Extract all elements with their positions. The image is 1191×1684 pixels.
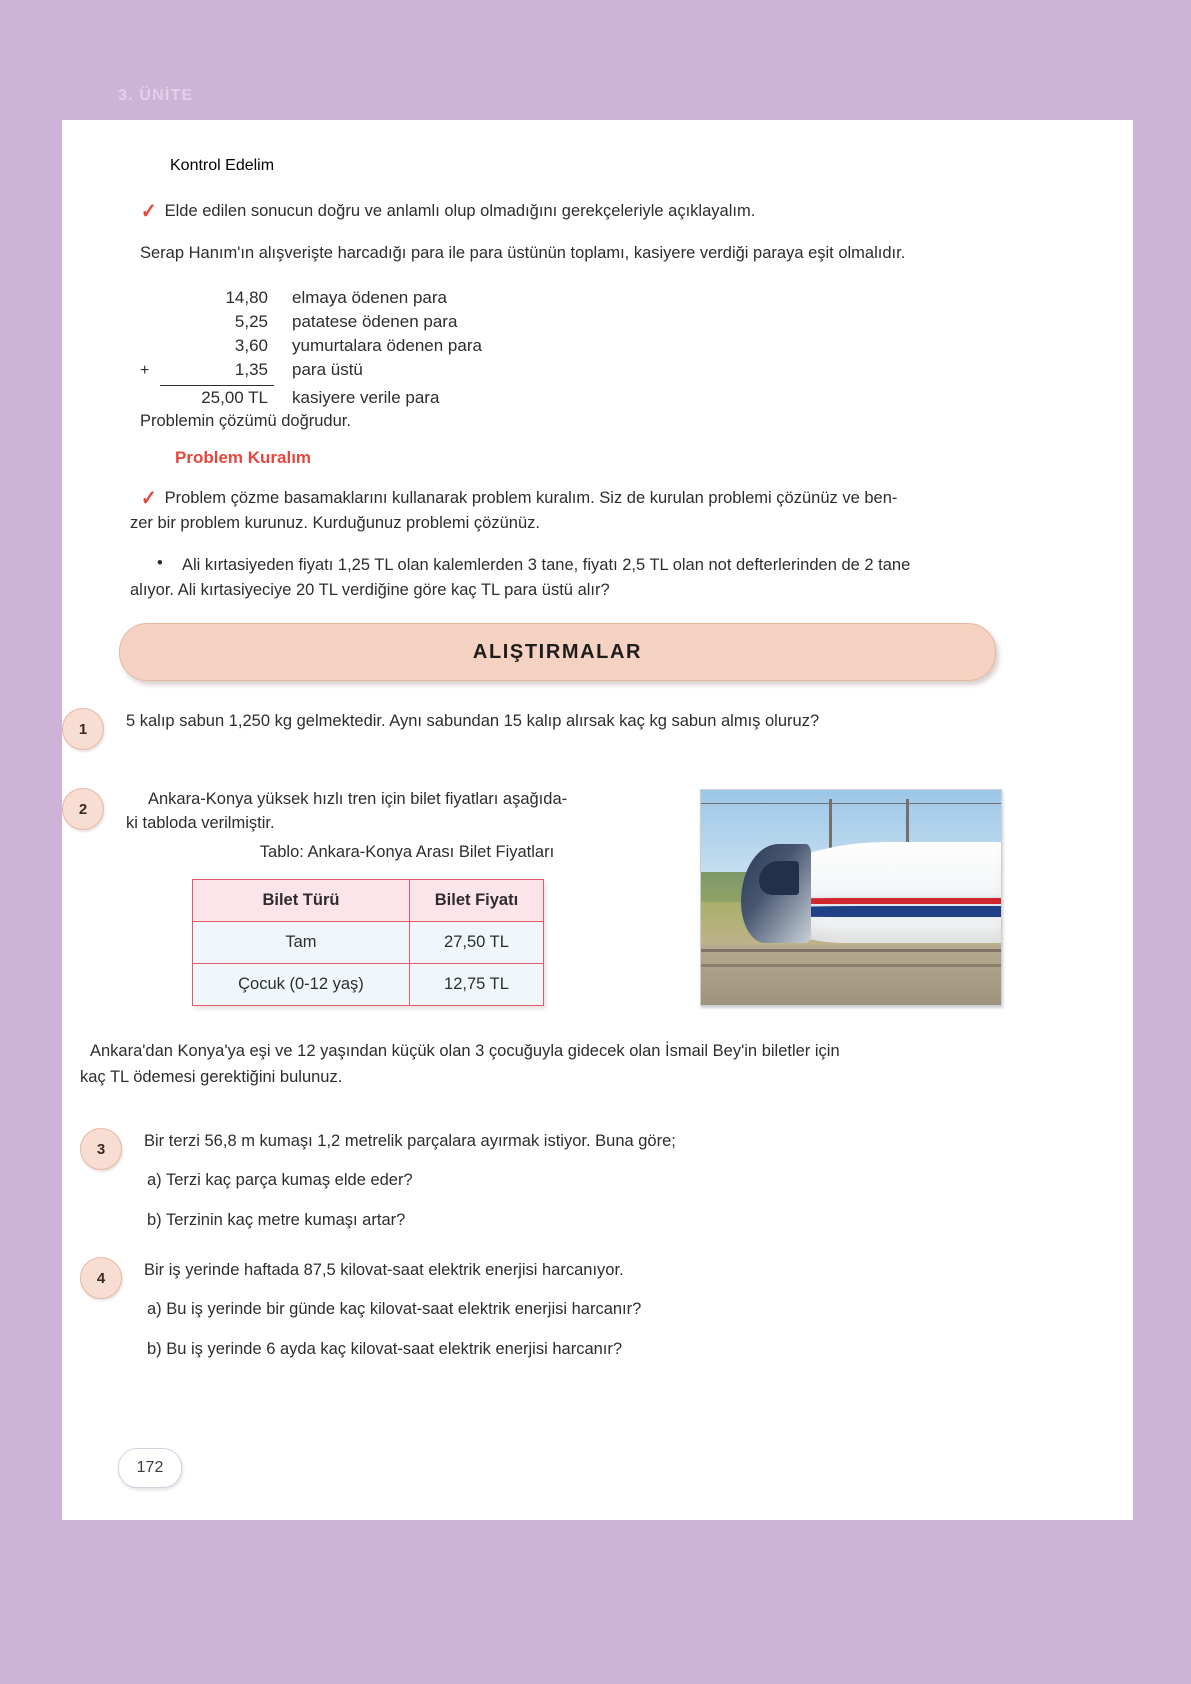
addition-value: 14,80 xyxy=(225,288,268,307)
table-header-row xyxy=(193,880,544,922)
exercise-item-2 xyxy=(62,788,682,836)
exercise-text-line: Bir iş yerinde haftada 87,5 kilovat-saat elektrik enerjisi harcanıyor. xyxy=(144,1261,624,1279)
addition-row xyxy=(140,358,482,383)
exercise-text-line: ki tabloda verilmiştir. xyxy=(126,813,275,832)
exercise-body xyxy=(104,708,1072,734)
exercise-subitem: b) Terzinin kaç metre kumaşı artar? xyxy=(147,1210,406,1229)
photo-rail xyxy=(701,964,1001,967)
addition-description: para üstü xyxy=(292,360,363,380)
page-frame-bottom xyxy=(0,1520,1191,1684)
addition-value: 1,35 xyxy=(234,360,268,380)
addition-description: patatese ödenen para xyxy=(292,312,458,332)
train-photo xyxy=(700,789,1002,1006)
table-cell-ticket-price: 27,50 TL xyxy=(409,922,543,964)
problem-text-line2: alıyor. Ali kırtasiyeciye 20 TL verdiğine göre kaç TL para üstü alır? xyxy=(130,581,610,599)
kuralim-statement-line1: Problem çözme basamaklarını kullanarak problem kuralım. Siz de kurulan problemi çözünüz ve ben- xyxy=(164,489,898,507)
kuralim-statement-line2: zer bir problem kurunuz. Kurduğunuz problemi çözünüz. xyxy=(130,514,540,532)
catenary-wire xyxy=(701,803,1001,805)
addition-total-description: kasiyere verile para xyxy=(292,388,440,408)
addition-total-row xyxy=(140,383,482,410)
kontrol-statement: Elde edilen sonucun doğru ve anlamlı olup olmadığını gerekçeleriyle açıklayalım. xyxy=(164,202,756,220)
kontrol-explanation: Serap Hanım'ın alışverişte harcadığı para ile para üstünün toplamı, kasiyere verdiği paraya eşit olmalıdır. xyxy=(140,244,906,262)
addition-row xyxy=(140,286,482,310)
exercise-text-line: Bir terzi 56,8 m kumaşı 1,2 metrelik parçalara ayırmak istiyor. Buna göre; xyxy=(144,1132,676,1150)
exercise-subitem: a) Terzi kaç parça kumaş elde eder? xyxy=(147,1171,413,1190)
alistirmalar-banner xyxy=(119,623,996,681)
exercise-item-3 xyxy=(80,1128,1080,1233)
exercise-subitem: b) Bu iş yerinde 6 ayda kaç kilovat-saat elektrik enerjisi harcanır? xyxy=(147,1339,623,1358)
addition-total-value: 25,00 TL xyxy=(160,385,274,410)
exercise-number-badge: 4 xyxy=(80,1257,122,1299)
exercise-item-4 xyxy=(80,1257,1080,1362)
page-frame-right xyxy=(1133,0,1191,1684)
photo-ballast xyxy=(701,945,1001,1005)
table-cell-ticket-price: 12,75 TL xyxy=(409,964,543,1006)
page-content xyxy=(62,120,1133,1520)
table-header-cell: Bilet Fiyatı xyxy=(409,880,543,922)
exercise-number-badge: 3 xyxy=(80,1128,122,1170)
exercise-body xyxy=(104,788,682,836)
table-row xyxy=(193,922,544,964)
table-header-cell: Bilet Türü xyxy=(193,880,410,922)
table-row xyxy=(193,964,544,1006)
addition-description: elmaya ödenen para xyxy=(292,288,448,307)
kontrol-statement-row xyxy=(140,200,1020,224)
exercise-text-line: 5 kalıp sabun 1,250 kg gelmektedir. Aynı sabundan 15 kalıp alırsak kaç kg sabun almış oluruz? xyxy=(126,712,820,730)
exercise-item-1 xyxy=(62,708,1072,750)
page-number: 172 xyxy=(118,1448,182,1488)
kontrol-conclusion: Problemin çözümü doğrudur. xyxy=(140,412,351,430)
exercise-body xyxy=(122,1257,1080,1362)
check-mark-icon: ✓ xyxy=(140,200,157,223)
exercise-number-badge: 1 xyxy=(62,708,104,750)
addition-block xyxy=(140,286,482,410)
alistirmalar-title: ALIŞTIRMALAR xyxy=(472,640,643,663)
addition-row xyxy=(140,310,482,334)
exercise-subitem: a) Bu iş yerinde bir günde kaç kilovat-saat elektrik enerjisi harcanır? xyxy=(147,1300,642,1319)
problem-kuralim-heading: Problem Kuralım xyxy=(175,448,312,467)
exercise2-followup-line1: Ankara'dan Konya'ya eşi ve 12 yaşından küçük olan 3 çocuğuyla gidecek olan İsmail Bey'in biletler için xyxy=(90,1042,840,1060)
bilet-fiyatlari-table xyxy=(192,879,544,1006)
kontrol-edelim-heading: Kontrol Edelim xyxy=(170,157,275,174)
unit-label: 3. ÜNİTE xyxy=(118,87,194,104)
table-caption: Tablo: Ankara-Konya Arası Bilet Fiyatları xyxy=(259,843,555,861)
exercise-number-badge: 2 xyxy=(62,788,104,830)
addition-value: 3,60 xyxy=(234,336,268,356)
exercise-text-line: Ankara-Konya yüksek hızlı tren için bilet fiyatları aşağıda- xyxy=(148,790,568,808)
problem-bullet-icon: • xyxy=(157,554,163,572)
table-cell-ticket-type: Tam xyxy=(193,922,410,964)
page-frame-left xyxy=(0,0,62,1684)
table-cell-ticket-type: Çocuk (0-12 yaş) xyxy=(193,964,410,1006)
train-cab-window xyxy=(759,861,799,895)
exercise2-followup-line2: kaç TL ödemesi gerektiğini bulunuz. xyxy=(80,1068,343,1086)
kuralim-statement-row xyxy=(140,487,1025,511)
photo-rail xyxy=(701,949,1001,952)
exercise-body xyxy=(122,1128,1080,1233)
addition-description: yumurtalara ödenen para xyxy=(292,336,482,356)
addition-value: 5,25 xyxy=(234,312,268,332)
check-mark-icon: ✓ xyxy=(140,487,157,510)
problem-text-line1: Ali kırtasiyeden fiyatı 1,25 TL olan kalemlerden 3 tane, fiyatı 2,5 TL olan not defterlerinden de 2 tane xyxy=(182,556,911,574)
addition-row xyxy=(140,334,482,358)
addition-sign: + xyxy=(140,362,150,380)
